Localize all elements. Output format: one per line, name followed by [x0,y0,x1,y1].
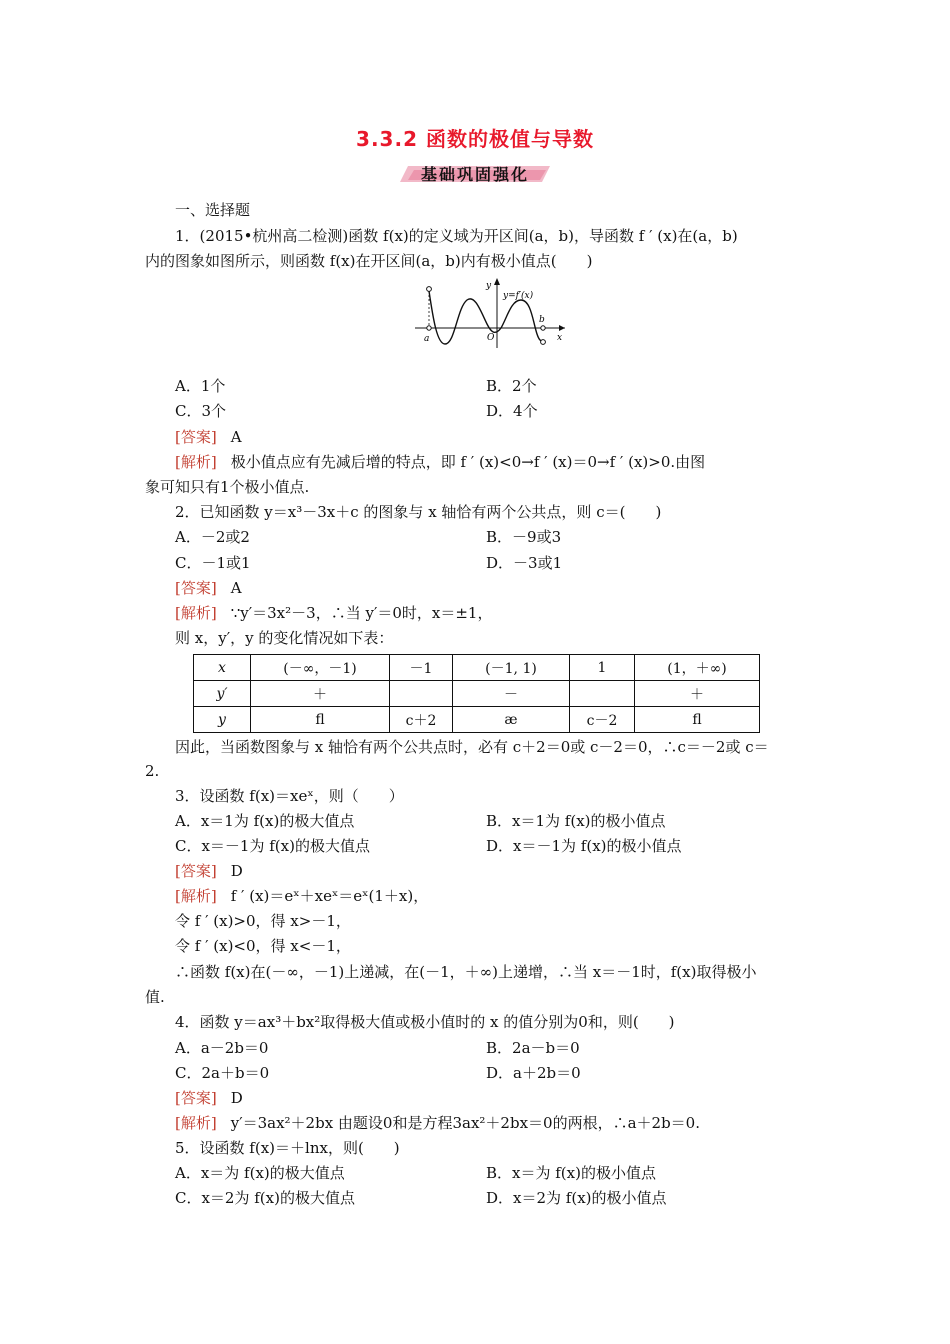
explain-text: f ′ (x)＝eˣ＋xeˣ＝eˣ(1＋x)， [230,887,429,905]
variation-table [193,654,760,733]
graph-label-origin: O [487,333,495,343]
q3-option-c: C．x＝－1为 f(x)的极大值点 [175,837,370,855]
q2-option-c: C．－1或1 [175,554,251,572]
table-cell: (1，＋∞) [635,655,760,681]
table-cell: c＋2 [390,707,453,733]
q1-stem-line2: 内的图象如图所示，则函数 f(x)在开区间(a，b)内有极小值点( ) [145,252,593,270]
answer-tag: [答案] [175,428,217,446]
answer-tag: [答案] [175,579,217,597]
q2-stem: 2．已知函数 y＝x³－3x＋c 的图象与 x 轴恰有两个公共点，则 c＝( ) [175,503,662,521]
q3-explanation-line2: 令 f ′ (x)>0，得 x>－1， [175,912,351,930]
answer-tag: [答案] [175,862,217,880]
q2-explanation [175,603,492,623]
graph-label-a: a [424,334,430,344]
graph-label-fprime: y=f′(x) [503,291,534,301]
q5-option-c: C．x＝2为 f(x)的极大值点 [175,1189,355,1207]
table-row [194,655,760,681]
q4-option-b: B．2a－b＝0 [486,1039,580,1057]
q4-answer [175,1088,243,1108]
table-cell: x [194,655,251,681]
explain-tag: [解析] [175,604,217,622]
table-cell: － [453,681,570,707]
answer-value: D [230,1089,243,1107]
table-cell: 1 [570,655,635,681]
table-row [194,707,760,733]
table-cell: ﬂ [635,707,760,733]
q4-option-a: A．a－2b＝0 [175,1039,269,1057]
q4-explanation [175,1113,700,1133]
q5-option-d: D．x＝2为 f(x)的极小值点 [486,1189,667,1207]
open-endpoint-b [541,340,546,345]
q1-explanation-line2: 象可知只有1个极小值点. [145,478,310,496]
table-cell: ﬂ [251,707,390,733]
q4-stem: 4．函数 y＝ax³＋bx²取得极大值或极小值时的 x 的值分别为0和，则( ) [175,1013,675,1031]
q1-option-d: D．4个 [486,402,538,420]
derivative-graph [415,278,570,350]
explain-text: 极小值点应有先减后增的特点，即 f ′ (x)<0→f ′ (x)＝0→f ′ (x)>0.由图 [230,453,706,471]
explain-text: y′＝3ax²＋2bx 由题设0和是方程3ax²＋2bx＝0的两根，∴a＋2b＝0. [230,1114,700,1132]
q1-explanation [175,452,705,472]
table-cell: y [194,707,251,733]
q2-answer [175,578,242,598]
q3-stem: 3．设函数 f(x)＝xeˣ，则（ ） [175,787,404,805]
banner-text: 基础巩固强化 [420,165,529,184]
explain-tag: [解析] [175,453,217,471]
q3-option-b: B．x＝1为 f(x)的极小值点 [486,812,666,830]
q5-stem: 5．设函数 f(x)＝＋lnx，则( ) [175,1139,400,1157]
q1-stem-line1: 1．(2015•杭州高二检测)函数 f(x)的定义域为开区间(a，b)，导函数 f ′ (x)在(a，b) [175,227,738,245]
table-cell: (－∞，－1) [251,655,390,681]
table-cell: ＋ [635,681,760,707]
table-cell: －1 [390,655,453,681]
q2-option-b: B．－9或3 [486,528,562,546]
q1-answer [175,427,242,447]
q2-explanation-line2: 则 x，y′，y 的变化情况如下表： [175,629,394,647]
page-title: 3.3.2 函数的极值与导数 [356,127,594,151]
graph-label-b: b [539,315,545,325]
q2-conclusion-line1: 因此，当函数图象与 x 轴恰有两个公共点时，必有 c＋2＝0或 c－2＝0，∴c＝－2或 c＝ [175,738,769,756]
table-cell [570,681,635,707]
q3-explanation [175,886,428,906]
answer-value: A [230,428,242,446]
q2-option-d: D．－3或1 [486,554,563,572]
q3-explanation-line4: ∴函数 f(x)在(－∞，－1)上递减，在(－1，＋∞)上递增，∴当 x＝－1时，f(x)取得极小 [175,963,757,981]
q2-option-a: A．－2或2 [175,528,250,546]
q4-option-c: C．2a＋b＝0 [175,1064,270,1082]
table-cell: æ [453,707,570,733]
q4-option-d: D．a＋2b＝0 [486,1064,581,1082]
table-cell: (－1, 1) [453,655,570,681]
q5-option-b: B．x＝为 f(x)的极小值点 [486,1164,656,1182]
table-cell: y′ [194,681,251,707]
q1-option-b: B．2个 [486,377,537,395]
answer-value: D [230,862,243,880]
answer-value: A [230,579,242,597]
graph-label-y: y [486,281,492,291]
section-heading: 一、选择题 [175,201,251,219]
table-row [194,681,760,707]
graph-label-x: x [557,333,563,343]
q2-conclusion-line2: 2. [145,762,160,780]
table-cell: c－2 [570,707,635,733]
q3-answer [175,861,243,881]
table-cell: ＋ [251,681,390,707]
q3-explanation-line5: 值. [145,988,165,1006]
q3-option-a: A．x＝1为 f(x)的极大值点 [175,812,355,830]
open-endpoint-a [427,287,432,292]
q1-option-c: C．3个 [175,402,227,420]
q1-option-a: A．1个 [175,377,226,395]
q3-explanation-line3: 令 f ′ (x)<0，得 x<－1， [175,937,351,955]
explain-text: ∵y′＝3x²－3，∴当 y′＝0时，x＝±1， [230,604,493,622]
explain-tag: [解析] [175,887,217,905]
q5-option-a: A．x＝为 f(x)的极大值点 [175,1164,345,1182]
table-cell [390,681,453,707]
answer-tag: [答案] [175,1089,217,1107]
explain-tag: [解析] [175,1114,217,1132]
q3-option-d: D．x＝－1为 f(x)的极小值点 [486,837,682,855]
